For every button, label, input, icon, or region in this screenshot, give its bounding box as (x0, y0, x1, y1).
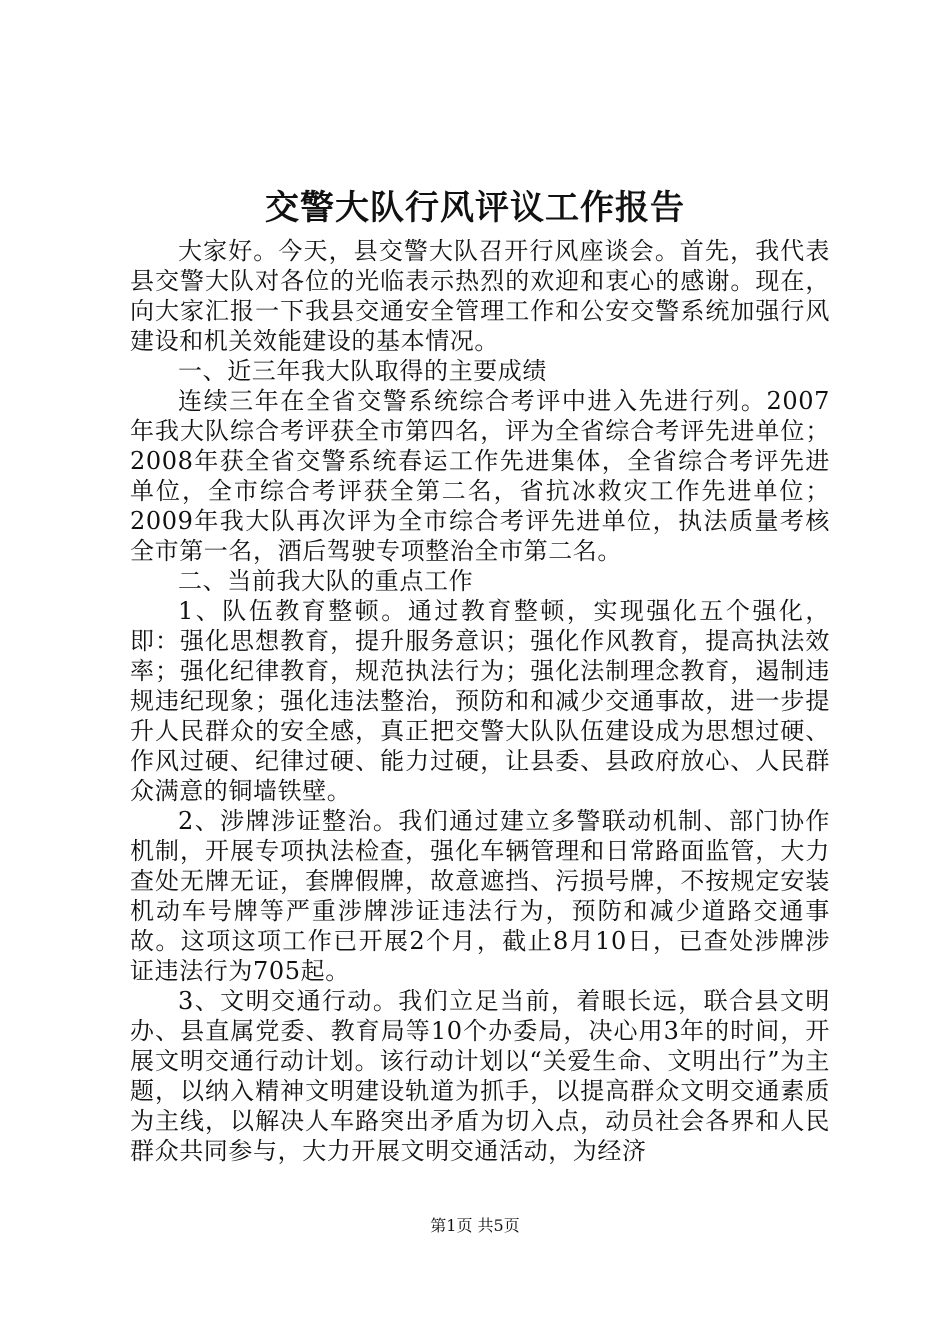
paragraph-intro: 大家好。今天，县交警大队召开行风座谈会。首先，我代表县交警大队对各位的光临表示热烈的欢迎和衷心的感谢。现在，向大家汇报一下我县交通安全管理工作和公安交警系统加强行风建设和机关效能建设的基本情况。 (130, 237, 830, 355)
paragraph-achievements: 连续三年在全省交警系统综合考评中进入先进行列。2007年我大队综合考评获全市第四名，评为全省综合考评先进单位；2008年获全省交警系统春运工作先进集体，全省综合考评先进单位，全市综合考评获全第二名，省抗冰救灾工作先进单位；2009年我大队再次评为全市综合考评先进单位，执法质量考核全市第一名，酒后驾驶专项整治全市第二名。 (130, 387, 830, 565)
paragraph-civilized-traffic: 3、文明交通行动。我们立足当前，着眼长远，联合县文明办、县直属党委、教育局等10个办委局，决心用3年的时间，开展文明交通行动计划。该行动计划以“关爱生命、文明出行”为主题，以纳入精神文明建设轨道为抓手，以提高群众文明交通素质为主线，以解决人车路突出矛盾为切入点，动员社会各界和人民群众共同参与，大力开展文明交通活动，为经济 (130, 987, 830, 1165)
section-heading-achievements: 一、近三年我大队取得的主要成绩 (178, 357, 547, 385)
paragraph-plate-license-rectification: 2、涉牌涉证整治。我们通过建立多警联动机制、部门协作机制，开展专项执法检查，强化车辆管理和日常路面监管，大力查处无牌无证，套牌假牌，故意遮挡、污损号牌，不按规定安装机动车号牌等严重涉牌涉证违法行为，预防和减少道路交通事故。这项这项工作已开展2个月，截止8月10日，已查处涉牌涉证违法行为705起。 (130, 807, 830, 985)
document-title: 交警大队行风评议工作报告 (265, 188, 685, 228)
page-number-footer: 第1页 共5页 (430, 1216, 520, 1235)
paragraph-team-rectification: 1、队伍教育整顿。通过教育整顿，实现强化五个强化，即：强化思想教育，提升服务意识；强化作风教育，提高执法效率；强化纪律教育，规范执法行为；强化法制理念教育，遏制违规违纪现象；强化违法整治，预防和和减少交通事故，进一步提升人民群众的安全感，真正把交警大队队伍建设成为思想过硬、作风过硬、纪律过硬、能力过硬，让县委、县政府放心、人民群众满意的铜墙铁壁。 (130, 597, 830, 805)
document-body (130, 236, 830, 1166)
section-heading-key-work: 二、当前我大队的重点工作 (178, 567, 474, 595)
